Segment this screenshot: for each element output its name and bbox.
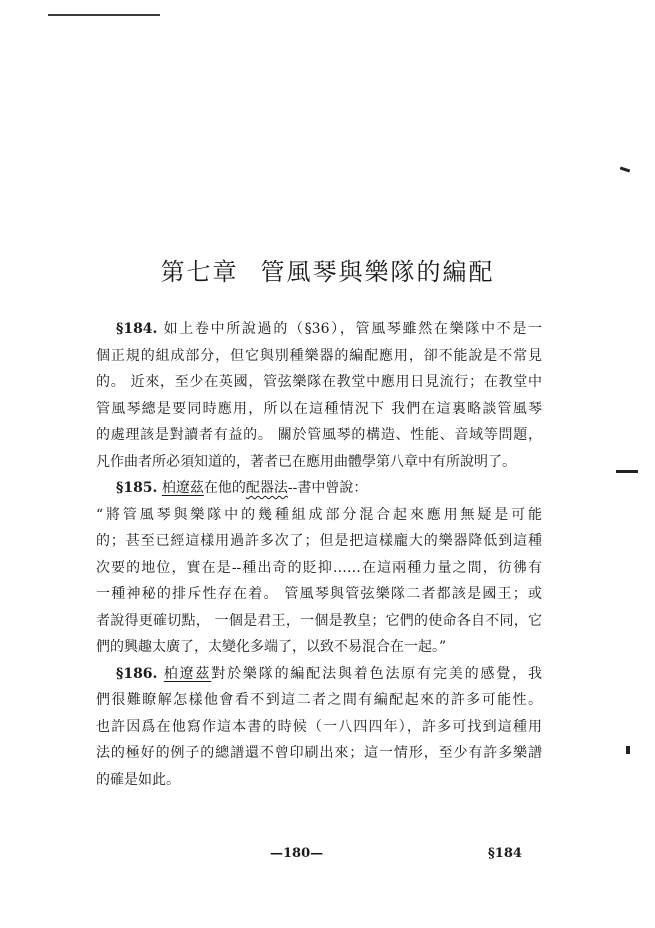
section-number: §185. [116,480,158,496]
paragraph-line [96,661,542,688]
paragraph-line: 管風琴總是要同時應用，所以在這種情況下 我們在這裏略談管風琴 [96,400,542,417]
paragraph-line: 的處理該是對讀者有益的。 關於管風琴的構造、性能、音域等問題， [96,427,542,443]
author-name: 柏遼茲 [163,665,212,682]
paragraph-line: 凡作曲者所必須知道的，著者已在應用曲體學第八章中有所說明了。 [96,453,516,470]
section-reference: §184 [488,846,522,861]
quote-line: 們的興趣太廣了，太變化多端了，以致不易混合在一起。” [96,639,447,655]
quote-line: 次要的地位，實在是--種出奇的貶抑……在這兩種力量之間，彷彿有 [96,559,542,576]
line-text: 如上卷中所說過的（§36），管風琴雖然在樂隊中不是一 [163,321,542,337]
scan-mark [616,470,638,473]
line-text: --書中曾說： [287,480,368,496]
scan-mark [620,167,630,173]
top-rule [48,14,160,16]
quote-line: 一種神秘的排斥性存在着。 管風琴與管弦樂隊二者都該是國王；或 [96,586,542,602]
body-text [96,316,542,793]
quote-line: 的；甚至已經這樣用過許多次了；但是把這樣龐大的樂器降低到這種 [96,533,542,549]
section-number: §184. [116,321,158,337]
page-number: —180— [270,846,324,861]
chapter-name: 管風琴與樂隊的編配 [260,258,495,286]
paragraph-line: 法的極好的例子的總譜還不曾印刷出來；這一情形，至少有許多樂譜 [96,745,542,761]
quote-line: “將管風琴與樂隊中的幾種組成部分混合起來應用無疑是可能 [96,506,542,523]
author-name: 柏遼茲 [161,480,204,496]
paragraph-line: 的。 近來，至少在英國，管弦樂隊在教堂中應用日見流行；在教堂中 [96,374,542,390]
book-title: 配器法 [245,480,288,496]
quote-line: 者說得更確切點， 一個是君王，一個是教皇；它們的使命各自不同，它 [96,612,542,629]
paragraph-line: 個正規的組成部分，但它與別種樂器的編配應用，卻不能說是不常見 [96,347,542,364]
paragraph-line: 也許因爲在他寫作這本書的時候（一八四四年），許多可找到這種用 [96,718,542,735]
paragraph-line: 們很難瞭解怎樣他會看不到這二者之間有編配起來的許多可能性。 [96,692,542,708]
paragraph-line: 的確是如此。 [96,771,180,788]
section-number: §186. [116,665,158,682]
paragraph-line [96,316,542,343]
paragraph-line [96,475,542,502]
line-text: 在他的 [203,480,246,496]
scan-mark [626,746,630,754]
line-text: 對於樂隊的編配法與着色法原有完美的感覺，我 [211,665,542,682]
chapter-number: 第七章 [160,258,239,286]
chapter-title [0,252,655,287]
